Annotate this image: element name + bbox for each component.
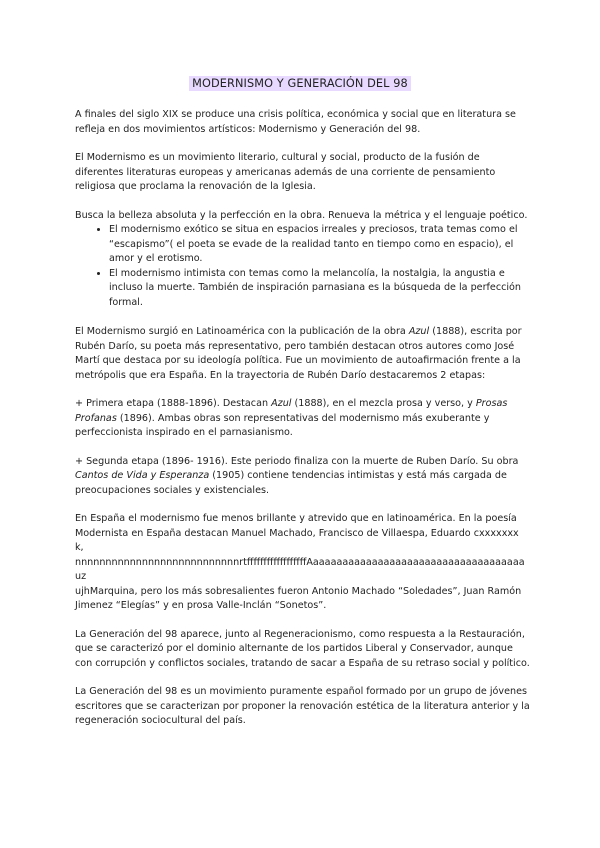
document-body [75,108,530,743]
list-item-exotico: • El modernismo exótico se situa en espacios irreales y preciosos, trata temas como el “escapismo”( el poeta se evade de la realidad tanto en tiempo como en espacio), el amor y el erotismo. [109,223,530,267]
text-line: Modernista en España destacan Manuel Machado, Francisco de Villaespa, Eduardo cxxxxxxx k, [75,527,519,553]
book-title-prosas-profanas: Prosas Profanas [75,398,508,424]
modernismo-types-list [75,223,530,310]
text-line: En España el modernismo fue menos brillante y atrevido que en latinoamérica. En la poesía [75,513,517,524]
text-run: + Primera etapa (1888-1896). Destacan [75,398,272,409]
text-run: El Modernismo surgió en Latinoamérica con la publicación de la obra [75,326,409,337]
book-title-cantos: Cantos de Vida y Esperanza [75,470,210,481]
text-line: nnnnnnnnnnnnnnnnnnnnnnnnnnnrtffffffffffffffffffAaaaaaaaaaaaaaaaaaaaaaaaaaaaaaaaaaaaauz [75,556,525,582]
list-item-intimista: • El modernismo intimista con temas como la melancolía, la nostalgia, la angustia e incluso la muerte. También de inspiración parnasiana es la búsqueda de la perfección formal. [109,267,530,311]
title-container [0,72,600,91]
page-title: MODERNISMO Y GENERACIÓN DEL 98 [189,76,411,91]
book-title-azul: Azul [408,326,430,337]
paragraph-intro: A finales del siglo XIX se produce una crisis política, económica y social que en literatura se refleja en dos movimientos artísticos: Modernismo y Generación del 98. [75,109,516,135]
paragraph-latinoamerica [75,325,530,383]
paragraph-modernismo-definition: El Modernismo es un movimiento literario, cultural y social, producto de la fusión de diferentes literaturas europeas y americanas además de una corriente de pensamiento religiosa que proclama la renovación de la Iglesia. [75,152,496,192]
paragraph-generacion-98-definicion: La Generación del 98 es un movimiento puramente español formado por un grupo de jóvenes escritores que se caracterizan por proponer la renovación estética de la literatura anterior y la regeneración sociocultural del país. [75,686,530,726]
paragraph-primera-etapa [75,397,530,441]
paragraph-generacion-98-origen: La Generación del 98 aparece, junto al Regeneracionismo, como respuesta a la Restauración, que se caracterizó por el dominio alternante de los partidos Liberal y Conservador, aunque con corrupción y conflictos sociales, tratando de sacar a España de su retraso social y político. [75,628,530,669]
text-run: (1905) contiene tendencias intimistas y está más cargada de preocupaciones sociales y existenciales. [75,470,507,496]
text-run: (1888), en el mezcla prosa y verso, y [291,398,476,409]
book-title-azul: Azul [271,398,292,409]
text-run: (1888), escrita por Rubén Darío, su poeta más representativo, pero también destacan otros autores como José Martí que destaca por su ideología política. Fue un movimiento de autoafirmación frente a la metrópolis que era España. En la trayectoria de Rubén Darío destacaremos 2 etapas: [75,326,522,381]
paragraph-espana-modernismo [75,512,530,614]
paragraph-belleza: Busca la belleza absoluta y la perfección en la obra. Renueva la métrica y el lenguaje poético. [75,209,528,221]
paragraph-segunda-etapa [75,455,530,499]
text-run: (1896). Ambas obras son representativas del modernismo más exuberante y perfeccionista inspirado en el parnasianismo. [75,412,490,438]
text-run: + Segunda etapa (1896- 1916). Este periodo finaliza con la muerte de Ruben Darío. Su obra [75,455,519,467]
text-line: ujhMarquina, pero los más sobresalientes fueron Antonio Machado “Soledades”, Juan Ramón Jimenez “Elegías” y en prosa Valle-Inclán “Sonetos”. [75,585,522,611]
